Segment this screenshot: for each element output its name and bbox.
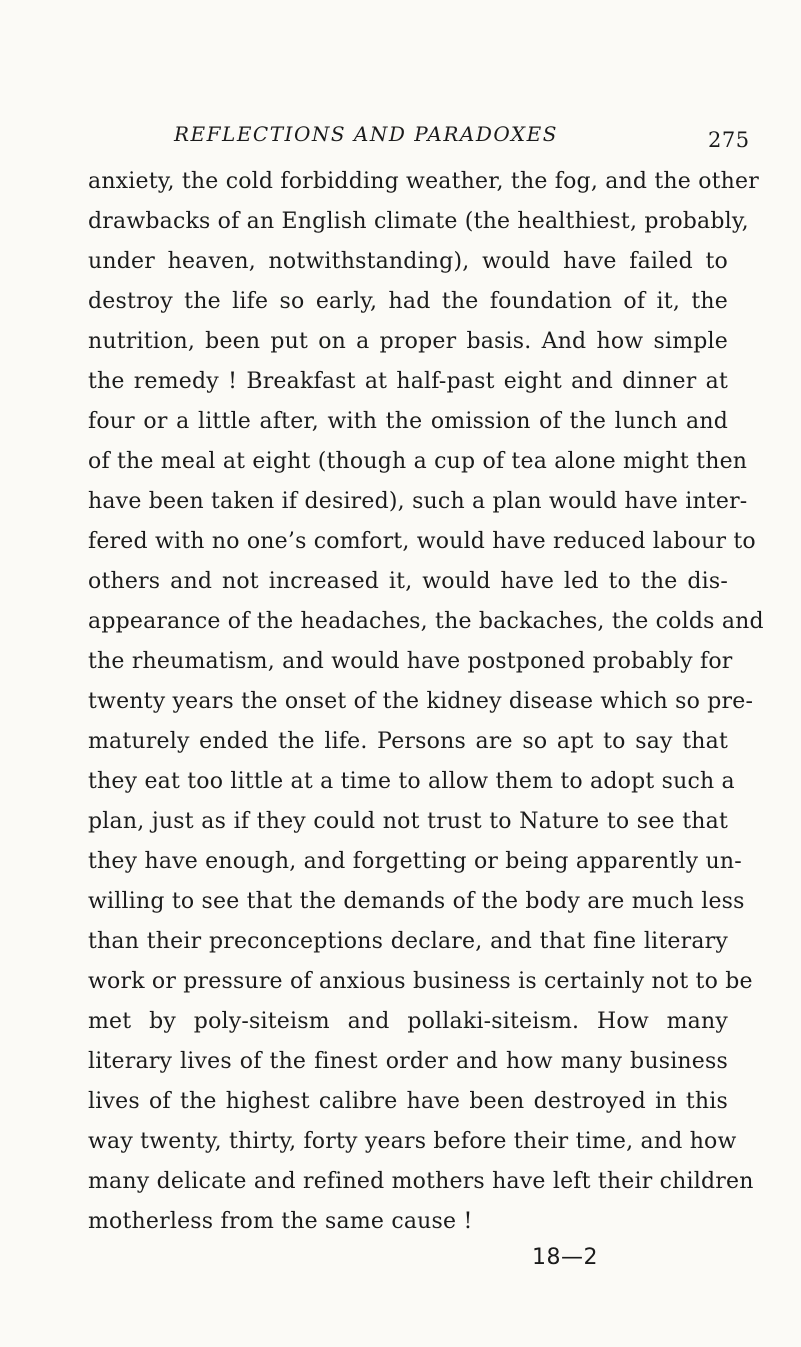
text-line: maturely ended the life. Persons are so apt to say that bbox=[88, 729, 728, 754]
text-line: literary lives of the finest order and how many business bbox=[88, 1049, 728, 1074]
text-line: plan, just as if they could not trust to Nature to see that bbox=[88, 809, 728, 834]
text-line: work or pressure of anxious business is certainly not to be bbox=[88, 969, 753, 994]
text-line: have been taken if desired), such a plan would have inter- bbox=[88, 489, 748, 514]
text-line: they have enough, and forgetting or being apparently un- bbox=[88, 849, 742, 874]
text-line: drawbacks of an English climate (the healthiest, probably, bbox=[88, 209, 749, 234]
text-line: of the meal at eight (though a cup of tea alone might then bbox=[88, 449, 748, 474]
text-line: willing to see that the demands of the body are much less bbox=[88, 889, 745, 914]
text-line: way twenty, thirty, forty years before their time, and how bbox=[88, 1129, 737, 1154]
text-line: lives of the highest calibre have been destroyed in this bbox=[88, 1089, 728, 1114]
text-line: the remedy ! Breakfast at half-past eight and dinner at bbox=[88, 369, 728, 394]
text-line: others and not increased it, would have led to the dis- bbox=[88, 569, 728, 594]
text-line: four or a little after, with the omission of the lunch and bbox=[88, 409, 728, 434]
running-title: REFLECTIONS AND PARADOXES bbox=[174, 122, 558, 146]
signature-mark: 18—2 bbox=[532, 1245, 598, 1270]
text-line: motherless from the same cause ! bbox=[88, 1209, 473, 1234]
text-line: the rheumatism, and would have postponed probably for bbox=[88, 649, 733, 674]
text-line: appearance of the headaches, the backaches, the colds and bbox=[88, 609, 764, 634]
text-line: twenty years the onset of the kidney disease which so pre- bbox=[88, 689, 754, 714]
text-line: under heaven, notwithstanding), would have failed to bbox=[88, 249, 728, 274]
text-line: than their preconceptions declare, and that fine literary bbox=[88, 929, 728, 954]
text-line: nutrition, been put on a proper basis. And how simple bbox=[88, 329, 728, 354]
text-line: destroy the life so early, had the foundation of it, the bbox=[88, 289, 728, 314]
text-line: anxiety, the cold forbidding weather, the fog, and the other bbox=[88, 169, 759, 194]
body-paragraph bbox=[88, 162, 764, 1242]
text-line: met by poly-siteism and pollaki-siteism. How many bbox=[88, 1009, 728, 1034]
page-number: 275 bbox=[708, 128, 750, 152]
text-line: many delicate and refined mothers have left their children bbox=[88, 1169, 754, 1194]
text-line: they eat too little at a time to allow them to adopt such a bbox=[88, 769, 735, 794]
text-line: fered with no one’s comfort, would have reduced labour to bbox=[88, 529, 756, 554]
